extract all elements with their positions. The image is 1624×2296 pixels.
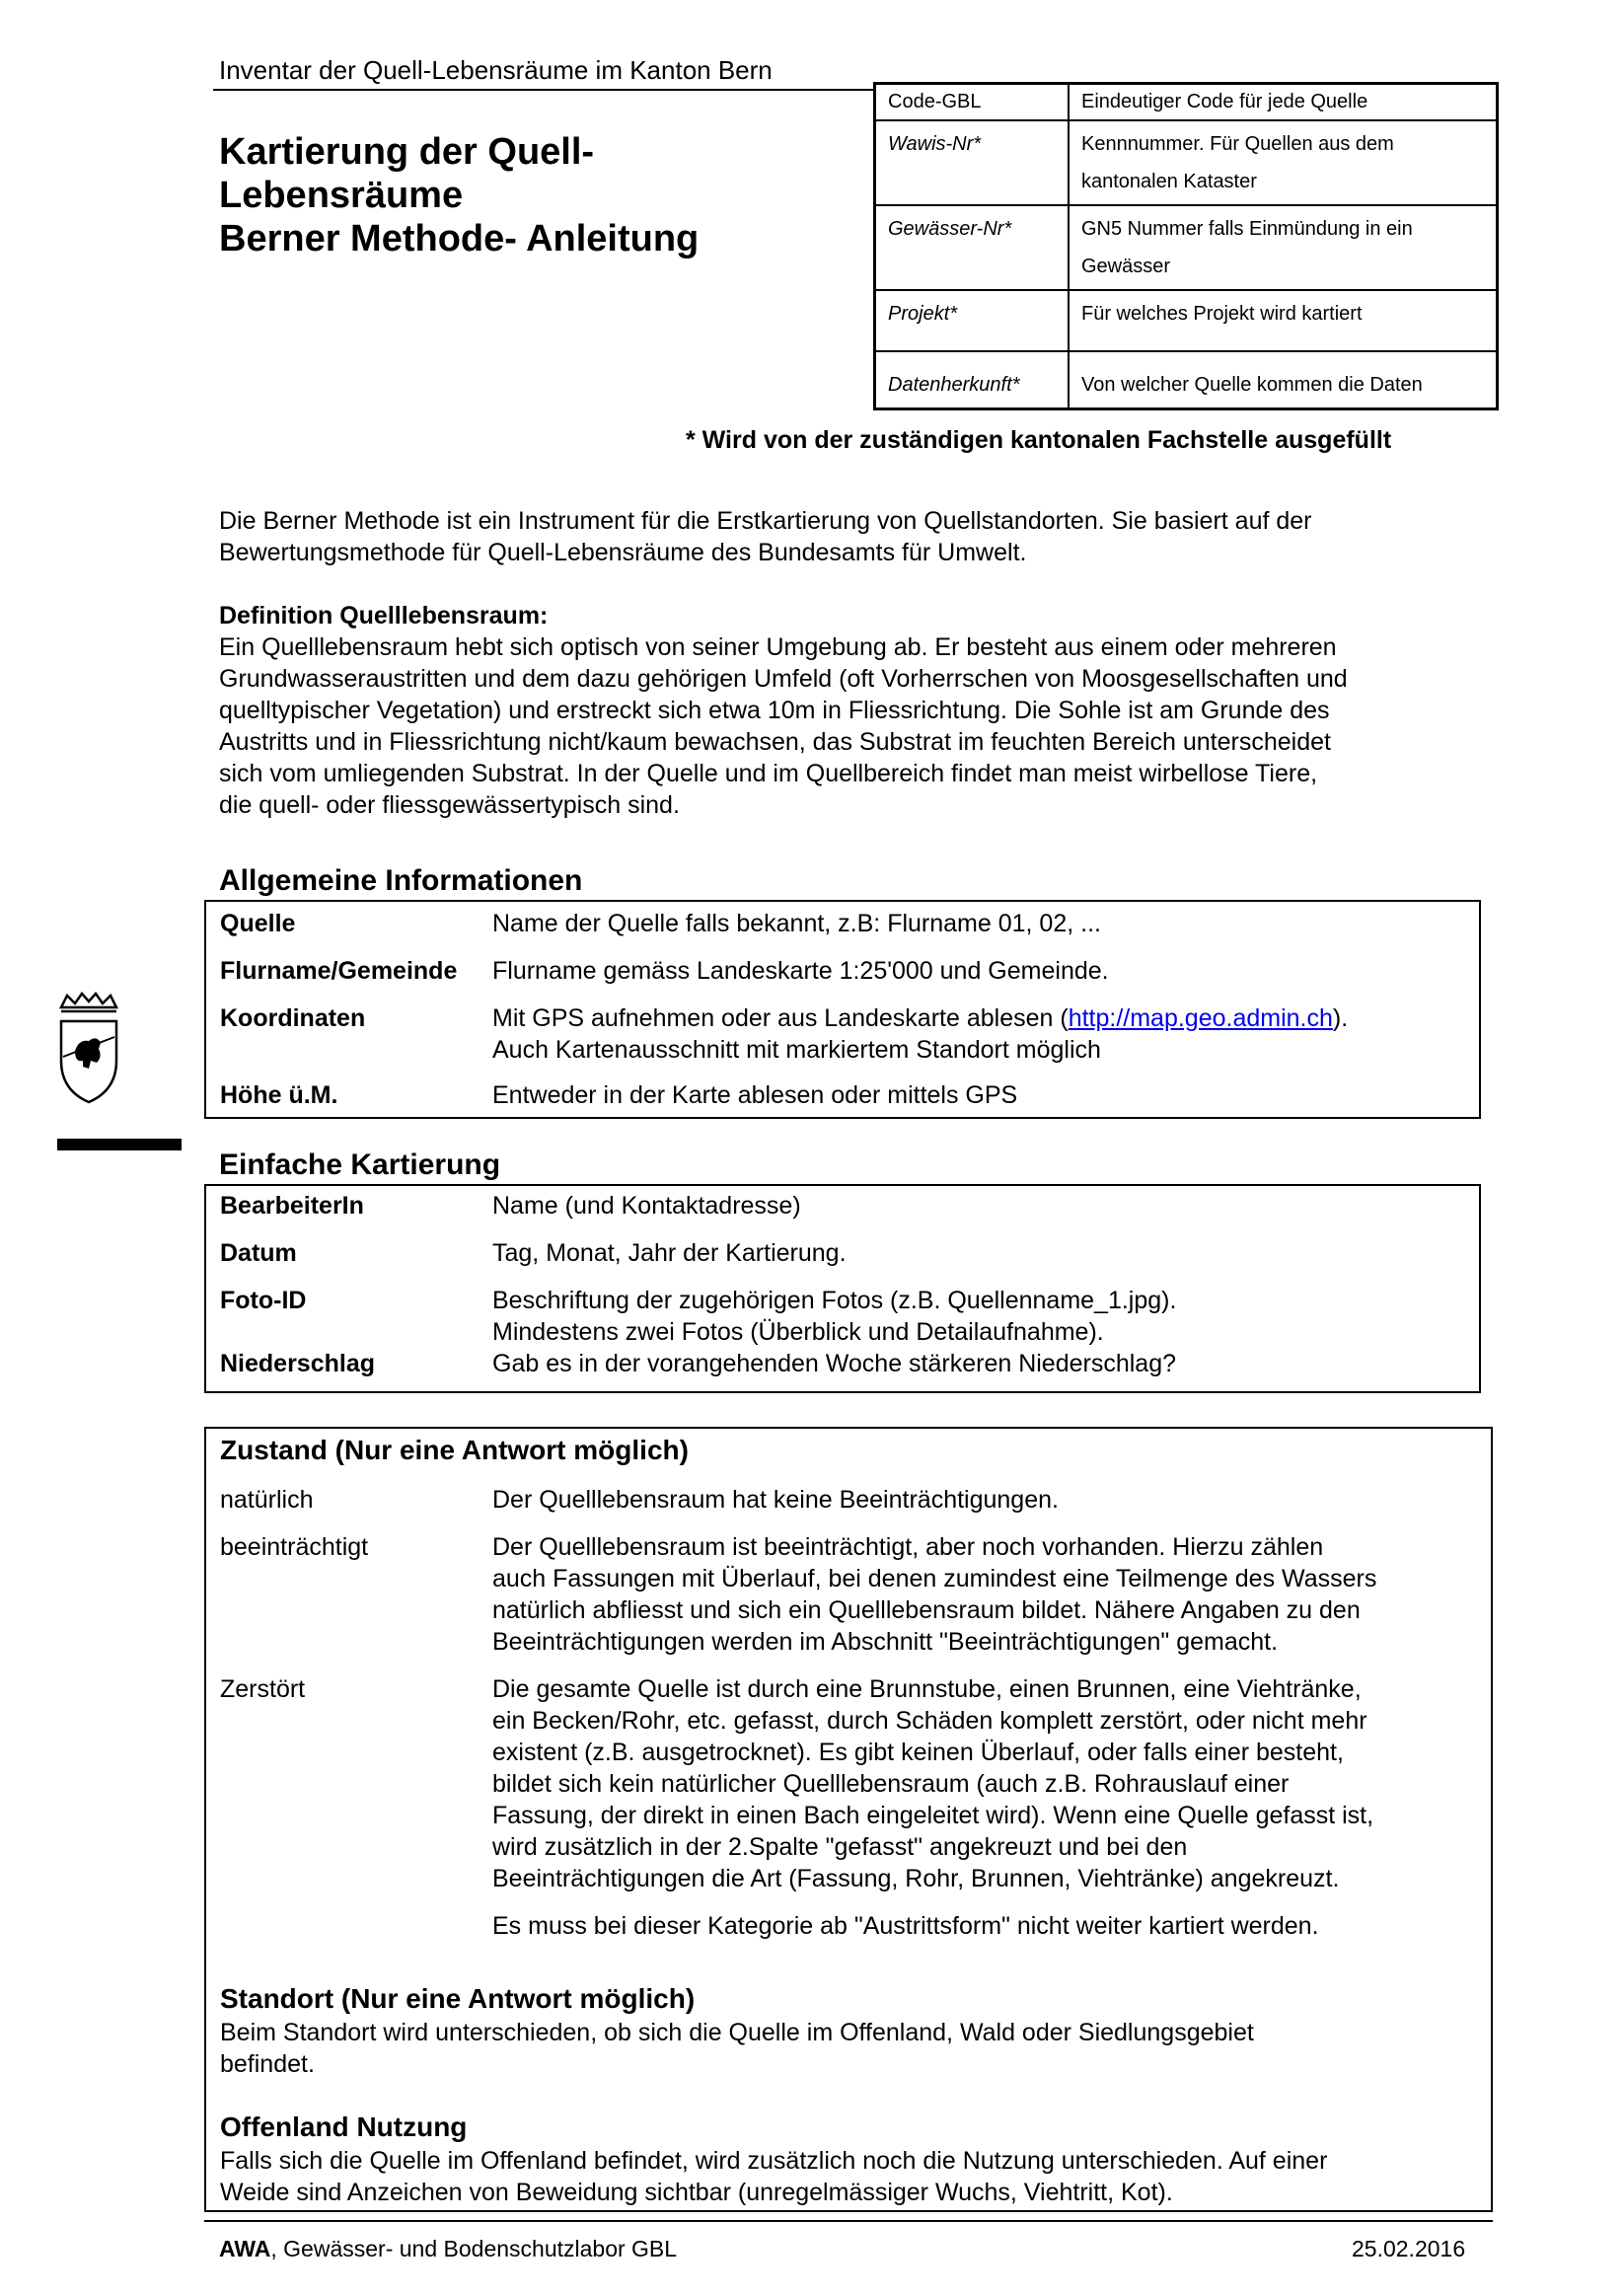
- row-value: Der Quelllebensraum ist beeinträchtigt, aber noch vorhanden. Hierzu zählen auch Fassungen mit Überlauf, bei denen zumindest eine Teilmenge des Wassers natürlich abfliesst und sich ein Quelllebensraum bildet. Nähere Angaben zu den Beeinträchtigungen werden im Abschnitt "Beeinträchtigungen" gemacht.: [492, 1533, 1377, 1656]
- inventory-title: Inventar der Quell-Lebensräume im Kanton Bern: [219, 55, 773, 85]
- row-label: natürlich: [220, 1486, 314, 1514]
- row-label: Koordinaten: [220, 1004, 366, 1032]
- meta-key: Datenherkunft*: [875, 351, 1070, 409]
- meta-key: Wawis-Nr*: [875, 120, 1070, 205]
- footer-organization: AWA, Gewässer- und Bodenschutzlabor GBL: [219, 2236, 678, 2261]
- text-line: Bewertungsmethode für Quell-Lebensräume des Bundesamts für Umwelt.: [219, 539, 1027, 566]
- section-heading: Allgemeine Informationen: [219, 864, 583, 897]
- row-value: Mit GPS aufnehmen oder aus Landeskarte ablesen (http://map.geo.admin.ch). Auch Kartenausschnitt mit markiertem Standort möglich: [492, 1004, 1349, 1064]
- meta-key: Gewässer-Nr*: [875, 205, 1070, 290]
- footer-rule: [204, 2220, 1493, 2222]
- table-row: [875, 290, 1498, 351]
- row-label: Datum: [220, 1239, 297, 1267]
- table-row: [875, 351, 1498, 409]
- text-line: sich vom umliegenden Substrat. In der Quelle und im Quellbereich findet man meist wirbellose Tiere,: [219, 760, 1318, 787]
- zustand-box: [204, 1427, 1493, 2212]
- meta-value: Von welcher Quelle kommen die Daten: [1069, 351, 1498, 409]
- row-label: Zerstört: [220, 1675, 306, 1703]
- einfach-box: [204, 1184, 1481, 1393]
- row-label: Quelle: [220, 910, 296, 937]
- document-title: [219, 130, 850, 260]
- text-line: Grundwasseraustritten und dem dazu gehörigen Umfeld (oft Vorherrschen von Moosgesellschaften und: [219, 665, 1348, 693]
- meta-value: Kennnummer. Für Quellen aus dem kantonalen Kataster: [1069, 120, 1498, 205]
- row-value: Tag, Monat, Jahr der Kartierung.: [492, 1239, 847, 1267]
- header-rule: [213, 89, 874, 91]
- row-label: Höhe ü.M.: [220, 1081, 338, 1109]
- allgemein-box: [204, 900, 1481, 1119]
- text-line: Die Berner Methode ist ein Instrument für die Erstkartierung von Quellstandorten. Sie basiert auf der: [219, 507, 1312, 535]
- row-value: Name (und Kontaktadresse): [492, 1192, 801, 1220]
- text-line: Ein Quelllebensraum hebt sich optisch von seiner Umgebung ab. Er besteht aus einem oder mehreren: [219, 633, 1337, 661]
- metadata-table: [873, 82, 1499, 410]
- row-value: Flurname gemäss Landeskarte 1:25'000 und Gemeinde.: [492, 957, 1109, 985]
- table-row: [875, 120, 1498, 205]
- footer-date: 25.02.2016: [1352, 2236, 1466, 2261]
- row-label: Niederschlag: [220, 1350, 376, 1377]
- table-row: [875, 84, 1498, 121]
- text-line: die quell- oder fliessgewässertypisch sind.: [219, 791, 680, 819]
- offenland-text: Falls sich die Quelle im Offenland befindet, wird zusätzlich noch die Nutzung unterschieden. Auf einer Weide sind Anzeichen von Beweidung sichtbar (unregelmässiger Wuchs, Viehtritt, Kot).: [220, 2147, 1328, 2206]
- row-value: Entweder in der Karte ablesen oder mittels GPS: [492, 1081, 1018, 1109]
- row-value: Name der Quelle falls bekannt, z.B: Flurname 01, 02, ...: [492, 910, 1101, 937]
- standort-heading: Standort (Nur eine Antwort möglich): [220, 1983, 696, 2014]
- text-line: quelltypischer Vegetation) und erstreckt sich etwa 10m in Fliessrichtung. Die Sohle ist am Grunde des: [219, 697, 1330, 724]
- row-label: Flurname/Gemeinde: [220, 957, 458, 985]
- definition-heading: Definition Quelllebensraum:: [219, 602, 549, 630]
- meta-key: Code-GBL: [875, 84, 1070, 121]
- section-heading: Einfache Kartierung: [219, 1148, 501, 1181]
- offenland-heading: Offenland Nutzung: [220, 2111, 468, 2142]
- footnote-note: * Wird von der zuständigen kantonalen Fachstelle ausgefüllt: [686, 426, 1392, 454]
- row-value: Gab es in der vorangehenden Woche stärkeren Niederschlag?: [492, 1350, 1177, 1377]
- text-line: Austritts und in Fliessrichtung nicht/kaum bewachsen, das Substrat im feuchten Bereich unterscheidet: [219, 728, 1331, 756]
- row-value: Der Quelllebensraum hat keine Beeinträchtigungen.: [492, 1486, 1059, 1514]
- meta-key: Projekt*: [875, 290, 1070, 351]
- row-label: BearbeiterIn: [220, 1192, 364, 1220]
- title-line: Kartierung der Quell-: [219, 131, 595, 173]
- meta-value: Eindeutiger Code für jede Quelle: [1069, 84, 1498, 121]
- margin-bar: [57, 1139, 182, 1150]
- title-line: Lebensräume: [219, 175, 464, 216]
- zustand-heading: Zustand (Nur eine Antwort möglich): [220, 1435, 689, 1465]
- table-row: [875, 205, 1498, 290]
- row-value: Beschriftung der zugehörigen Fotos (z.B. Quellenname_1.jpg). Mindestens zwei Fotos (Überblick und Detailaufnahme).: [492, 1287, 1177, 1346]
- standort-text: Beim Standort wird unterschieden, ob sich die Quelle im Offenland, Wald oder Siedlungsgebiet befindet.: [220, 2019, 1254, 2078]
- definition-paragraph: [219, 600, 1492, 821]
- row-label: beeinträchtigt: [220, 1533, 369, 1561]
- intro-paragraph: [219, 505, 1492, 568]
- meta-value: Für welches Projekt wird kartiert: [1069, 290, 1498, 351]
- meta-value: GN5 Nummer falls Einmündung in ein Gewässer: [1069, 205, 1498, 290]
- row-label: Foto-ID: [220, 1287, 307, 1314]
- row-value: Die gesamte Quelle ist durch eine Brunnstube, einen Brunnen, eine Viehtränke, ein Becken/Rohr, etc. gefasst, durch Schäden komplett zerstört, oder nicht mehr existent (z.B. ausgetrocknet). Es gibt keinen Überlauf, oder falls einer besteht, bildet sich kein natürlicher Quelllebensraum (auch z.B. Rohrauslauf einer Fassung, der direkt in einen Bach eingeleitet wird). Wenn eine Quelle gefasst ist, wird zusätzlich in der 2.Spalte "gefasst" angekreuzt und bei den Beeinträchtigungen die Art (Fassung, Rohr, Brunnen, Viehtränke) angekreuzt. Es muss bei dieser Kategorie ab "Austrittsform" nicht weiter kartiert werden.: [492, 1675, 1374, 1940]
- title-line: Berner Methode- Anleitung: [219, 218, 700, 259]
- map-link[interactable]: http://map.geo.admin.ch: [1068, 1004, 1333, 1032]
- bern-coat-of-arms-icon: [55, 992, 122, 1105]
